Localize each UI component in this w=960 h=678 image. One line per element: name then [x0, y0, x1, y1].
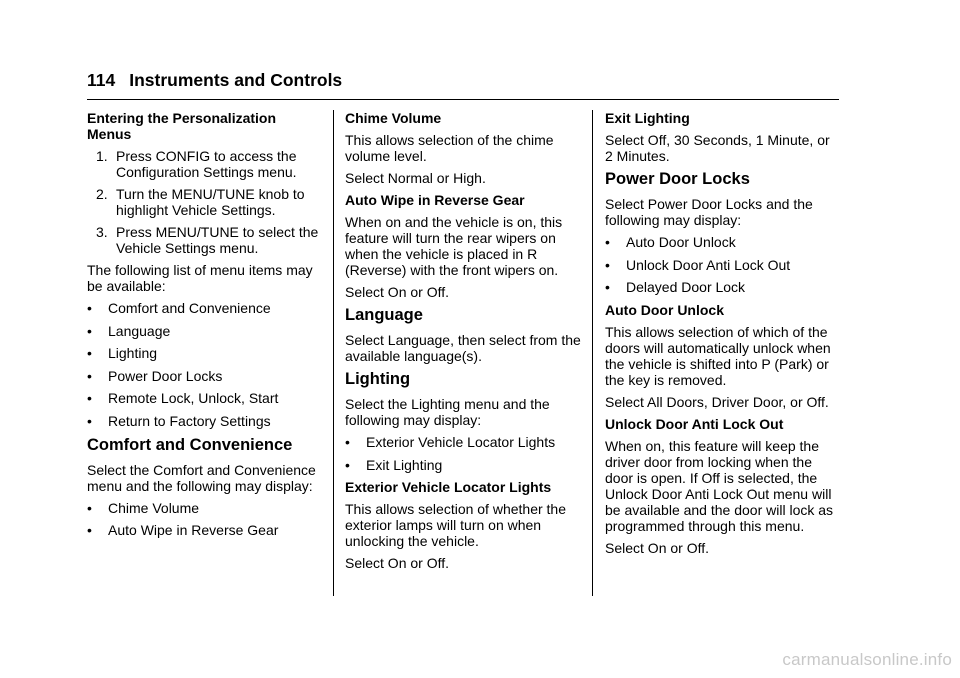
- evll-select: Select On or Off.: [345, 555, 450, 572]
- udalo-select: Select On or Off.: [605, 539, 710, 556]
- step-number: 3.: [96, 224, 108, 240]
- step-2: [87, 186, 323, 218]
- list-item-label: Language: [108, 322, 171, 339]
- bullet-icon: •: [87, 300, 92, 316]
- column-2: [345, 110, 583, 577]
- menu-list-item: [87, 345, 323, 361]
- pdl-list-item: [605, 279, 841, 295]
- step-number: 1.: [96, 148, 108, 164]
- column-3: [605, 110, 841, 562]
- bullet-icon: •: [345, 434, 350, 450]
- step-number: 2.: [96, 186, 108, 202]
- header-rule: [87, 99, 839, 100]
- menu-list-item: [87, 300, 323, 316]
- heading-auto-door-unlock: Auto Door Unlock: [605, 301, 724, 318]
- list-item-label: Unlock Door Anti Lock Out: [626, 256, 791, 273]
- bullet-icon: •: [605, 256, 610, 273]
- bullet-icon: •: [87, 499, 92, 516]
- step-text: Press CONFIG to access the Configuration Settings menu.: [116, 148, 297, 180]
- list-item-label: Auto Door Unlock: [626, 234, 736, 250]
- lighting-list-item: [345, 457, 583, 473]
- page-title: Instruments and Controls: [129, 70, 343, 90]
- page-number: 114: [87, 70, 116, 90]
- heading-comfort-convenience: Comfort and Convenience: [87, 435, 293, 454]
- step-text: Press MENU/TUNE to select the Vehicle Settings menu.: [116, 224, 319, 256]
- heading-unlock-anti-lock-out: Unlock Door Anti Lock Out: [605, 415, 784, 432]
- heading-exit-lighting: Exit Lighting: [605, 110, 690, 126]
- evll-text: This allows selection of whether the exterior lamps will turn on when unlocking the vehicle.: [345, 501, 566, 550]
- bullet-icon: •: [87, 412, 92, 429]
- watermark: carmanualsonline.info: [782, 650, 952, 669]
- comfort-text: Select the Comfort and Convenience menu and the following may display:: [87, 461, 316, 494]
- chime-text: This allows selection of the chime volume level.: [345, 132, 554, 164]
- chime-select: Select Normal or High.: [345, 170, 486, 186]
- menu-list-item: [87, 390, 323, 406]
- heading-lighting: Lighting: [345, 370, 411, 388]
- autowipe-select: Select On or Off.: [345, 284, 450, 300]
- list-item-label: Exterior Vehicle Locator Lights: [366, 434, 556, 450]
- bullet-icon: •: [87, 390, 92, 407]
- menu-list-item: [87, 323, 323, 339]
- list-item-label: Auto Wipe in Reverse Gear: [108, 522, 279, 539]
- bullet-icon: •: [605, 234, 610, 250]
- step-text: Turn the MENU/TUNE knob to highlight Vehicle Settings.: [116, 186, 305, 218]
- pdl-list-item: [605, 257, 841, 273]
- list-item-label: Remote Lock, Unlock, Start: [108, 390, 279, 407]
- heading-chime-volume: Chime Volume: [345, 110, 442, 126]
- column-1: [87, 110, 323, 545]
- bullet-icon: •: [87, 345, 92, 362]
- exit-text: Select Off, 30 Seconds, 1 Minute, or 2 Minutes.: [605, 132, 830, 164]
- pdl-text: Select Power Door Locks and the following may display:: [605, 196, 813, 228]
- heading-power-door-locks: Power Door Locks: [605, 170, 750, 188]
- comfort-list-item: [87, 522, 323, 538]
- heading-language: Language: [345, 306, 423, 324]
- pdl-list-item: [605, 234, 841, 250]
- step-3: [87, 224, 323, 256]
- list-item-label: Chime Volume: [108, 499, 200, 516]
- list-item-label: Return to Factory Settings: [108, 412, 271, 429]
- heading-entering-menus: Entering the Personalization Menus: [87, 110, 277, 142]
- step-1: [87, 148, 323, 180]
- heading-auto-wipe: Auto Wipe in Reverse Gear: [345, 192, 525, 208]
- menu-list-item: [87, 413, 323, 429]
- list-item-label: Lighting: [108, 345, 158, 362]
- menu-list-item: [87, 368, 323, 384]
- list-item-label: Power Door Locks: [108, 367, 223, 384]
- column-divider-1: [333, 110, 334, 596]
- bullet-icon: •: [605, 279, 610, 296]
- language-text: Select Language, then select from the available language(s).: [345, 332, 581, 364]
- udalo-text: When on, this feature will keep the driver door from locking when the door is open. If Off is selected, the Unlock Door Anti Lock Out menu will be available and the door will lock as programmed through this menu.: [605, 437, 834, 534]
- list-item-label: Comfort and Convenience: [108, 300, 271, 316]
- lighting-text: Select the Lighting menu and the following may display:: [345, 396, 550, 428]
- list-item-label: Exit Lighting: [366, 456, 443, 473]
- bullet-icon: •: [87, 367, 92, 384]
- column-divider-2: [592, 110, 593, 596]
- page-header: [87, 70, 342, 91]
- list-item-label: Delayed Door Lock: [626, 279, 746, 296]
- bullet-icon: •: [87, 522, 92, 539]
- adu-select: Select All Doors, Driver Door, or Off.: [605, 393, 829, 410]
- autowipe-text: When on and the vehicle is on, this feature will turn the rear wipers on when the vehicle is placed in R (Reverse) with the front wipers on.: [345, 214, 563, 278]
- bullet-icon: •: [345, 456, 350, 473]
- bullet-icon: •: [87, 322, 92, 339]
- menu-items-intro: The following list of menu items may be available:: [87, 262, 313, 294]
- heading-exterior-locator-lights: Exterior Vehicle Locator Lights: [345, 479, 552, 496]
- adu-text: This allows selection of which of the doors will automatically unlock when the vehicle is shifted into P (Park) or the key is removed.: [605, 323, 831, 388]
- comfort-list-item: [87, 500, 323, 516]
- lighting-list-item: [345, 434, 583, 450]
